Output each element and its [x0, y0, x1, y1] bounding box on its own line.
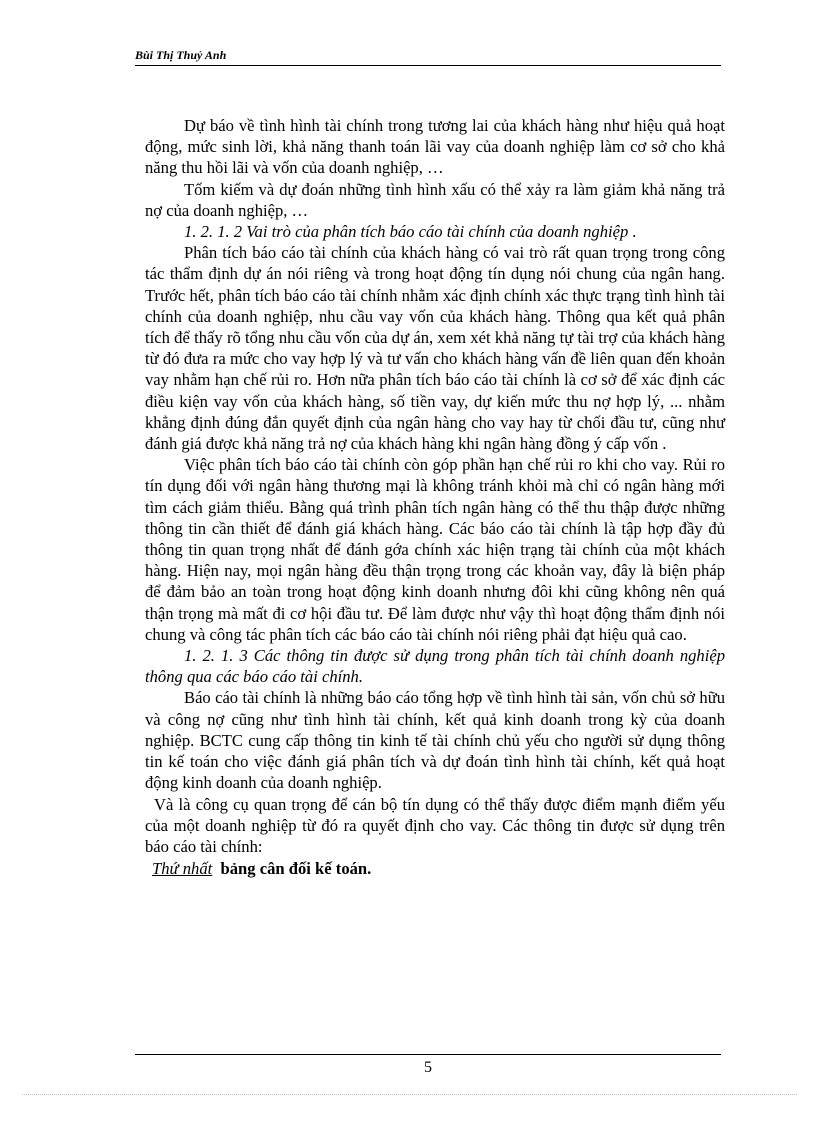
- header-rule: [135, 65, 721, 66]
- paragraph-role: Phân tích báo cáo tài chính của khách hàng có vai trò rất quan trọng trong công tác thẩm định dự án nói riêng và trong hoạt động tín dụng nói chung của ngân hang. Trước hết, phân tích báo cáo tài chính nhằm xác định chính xác thực trạng tình hình tài chính của doanh nghiệp, nhu cầu vay vốn của khách hàng. Thông qua kết quả phân tích để thấy rõ tổng nhu cầu vốn của dự án, xem xét khả năng tự tài trợ của khách hàng từ đó đưa ra mức cho vay hợp lý và tư vấn cho khách hàng vấn đề liên quan đến khoản vay nhằm hạn chế rủi ro. Hơn nữa phân tích báo cáo tài chính là cơ sở để xác định các điều kiện vay vốn của khách hàng, số tiền vay, dự kiến mức thu nợ hợp lý, ... nhằm khẳng định đúng đắn quyết định của ngân hàng cho vay hay từ chối đầu tư, cũng như đánh giá được khả năng trả nợ của khách hàng khi ngân hàng đồng ý cấp vốn .: [145, 243, 725, 454]
- list-label-prefix: Thứ nhất: [152, 859, 213, 879]
- section-heading-information: 1. 2. 1. 3 Các thông tin được sử dụng trong phân tích tài chính doanh nghiệp thông qua các báo cáo tài chính.: [145, 646, 725, 687]
- page-number: 5: [424, 1059, 432, 1076]
- section-heading-role: 1. 2. 1. 2 Vai trò của phân tích báo cáo tài chính của doanh nghiệp .: [184, 222, 637, 242]
- paragraph-risk-limit: Việc phân tích báo cáo tài chính còn góp phần hạn chế rủi ro khi cho vay. Rủi ro tín dụng đối với ngân hàng thương mại là không tránh khỏi mà chỉ có ngân hàng mới tìm cách giảm thiểu. Bằng quá trình phân tích ngân hàng có thể thu thập được những thông tin cần thiết để đánh giá khách hàng. Các báo cáo tài chính là tập hợp đầy đủ thông tin quan trọng nhất để đánh gớa chính xác hiện trạng tài chính của một khách hàng. Hiện nay, mọi ngân hàng đều thận trọng trong các khoản vay, đây là biện pháp để đảm bảo an toàn trong hoạt động kinh doanh nhưng đôi khi cũng không nên quá thận trọng mà mất đi cơ hội đầu tư. Để làm được như vậy thì hoạt động thẩm định nói chung và công tác phân tích các báo cáo tài chính nói riêng phải đạt hiệu quả cao.: [145, 455, 725, 644]
- paragraph-financial-report: Báo cáo tài chính là những báo cáo tổng hợp về tình hình tài sản, vốn chủ sở hữu và công nợ cũng như tình hình tài chính, kết quả kinh doanh trong kỳ của doanh nghiệp. BCTC cung cấp thông tin kinh tế tài chính chủ yếu cho người sử dụng thông tin kế toán cho việc đánh giá phân tích và dự đoán tình hình tài chính, kết quả hoạt động kinh doanh của doanh nghiệp.: [145, 688, 725, 793]
- header-author: Bùi Thị Thuỷ Anh: [135, 48, 227, 62]
- paragraph-forecast: Dự báo về tình hình tài chính trong tương lai của khách hàng như hiệu quả hoạt động, mức sinh lời, khả năng thanh toán lãi vay của doanh nghiệp làm cơ sở cho khả năng thu hồi lãi và vốn của doanh nghiệp, …: [145, 116, 725, 178]
- paragraph-risk-search: Tốm kiếm và dự đoán những tình hình xấu có thể xảy ra làm giảm khả năng trả nợ của doanh nghiệp, …: [145, 179, 725, 220]
- paragraph-tools: Và là công cụ quan trọng để cán bộ tín dụng có thể thấy được điểm mạnh điểm yếu của một doanh nghiệp từ đó ra quyết định cho vay. Các thông tin được sử dụng trên báo cáo tài chính:: [145, 794, 725, 856]
- list-item-first: [145, 858, 725, 879]
- list-label-text: bảng cân đối kế toán.: [220, 859, 372, 879]
- footer-rule: [135, 1054, 721, 1055]
- page-edge-dotted-line: [22, 1094, 797, 1095]
- document-body: [145, 115, 725, 879]
